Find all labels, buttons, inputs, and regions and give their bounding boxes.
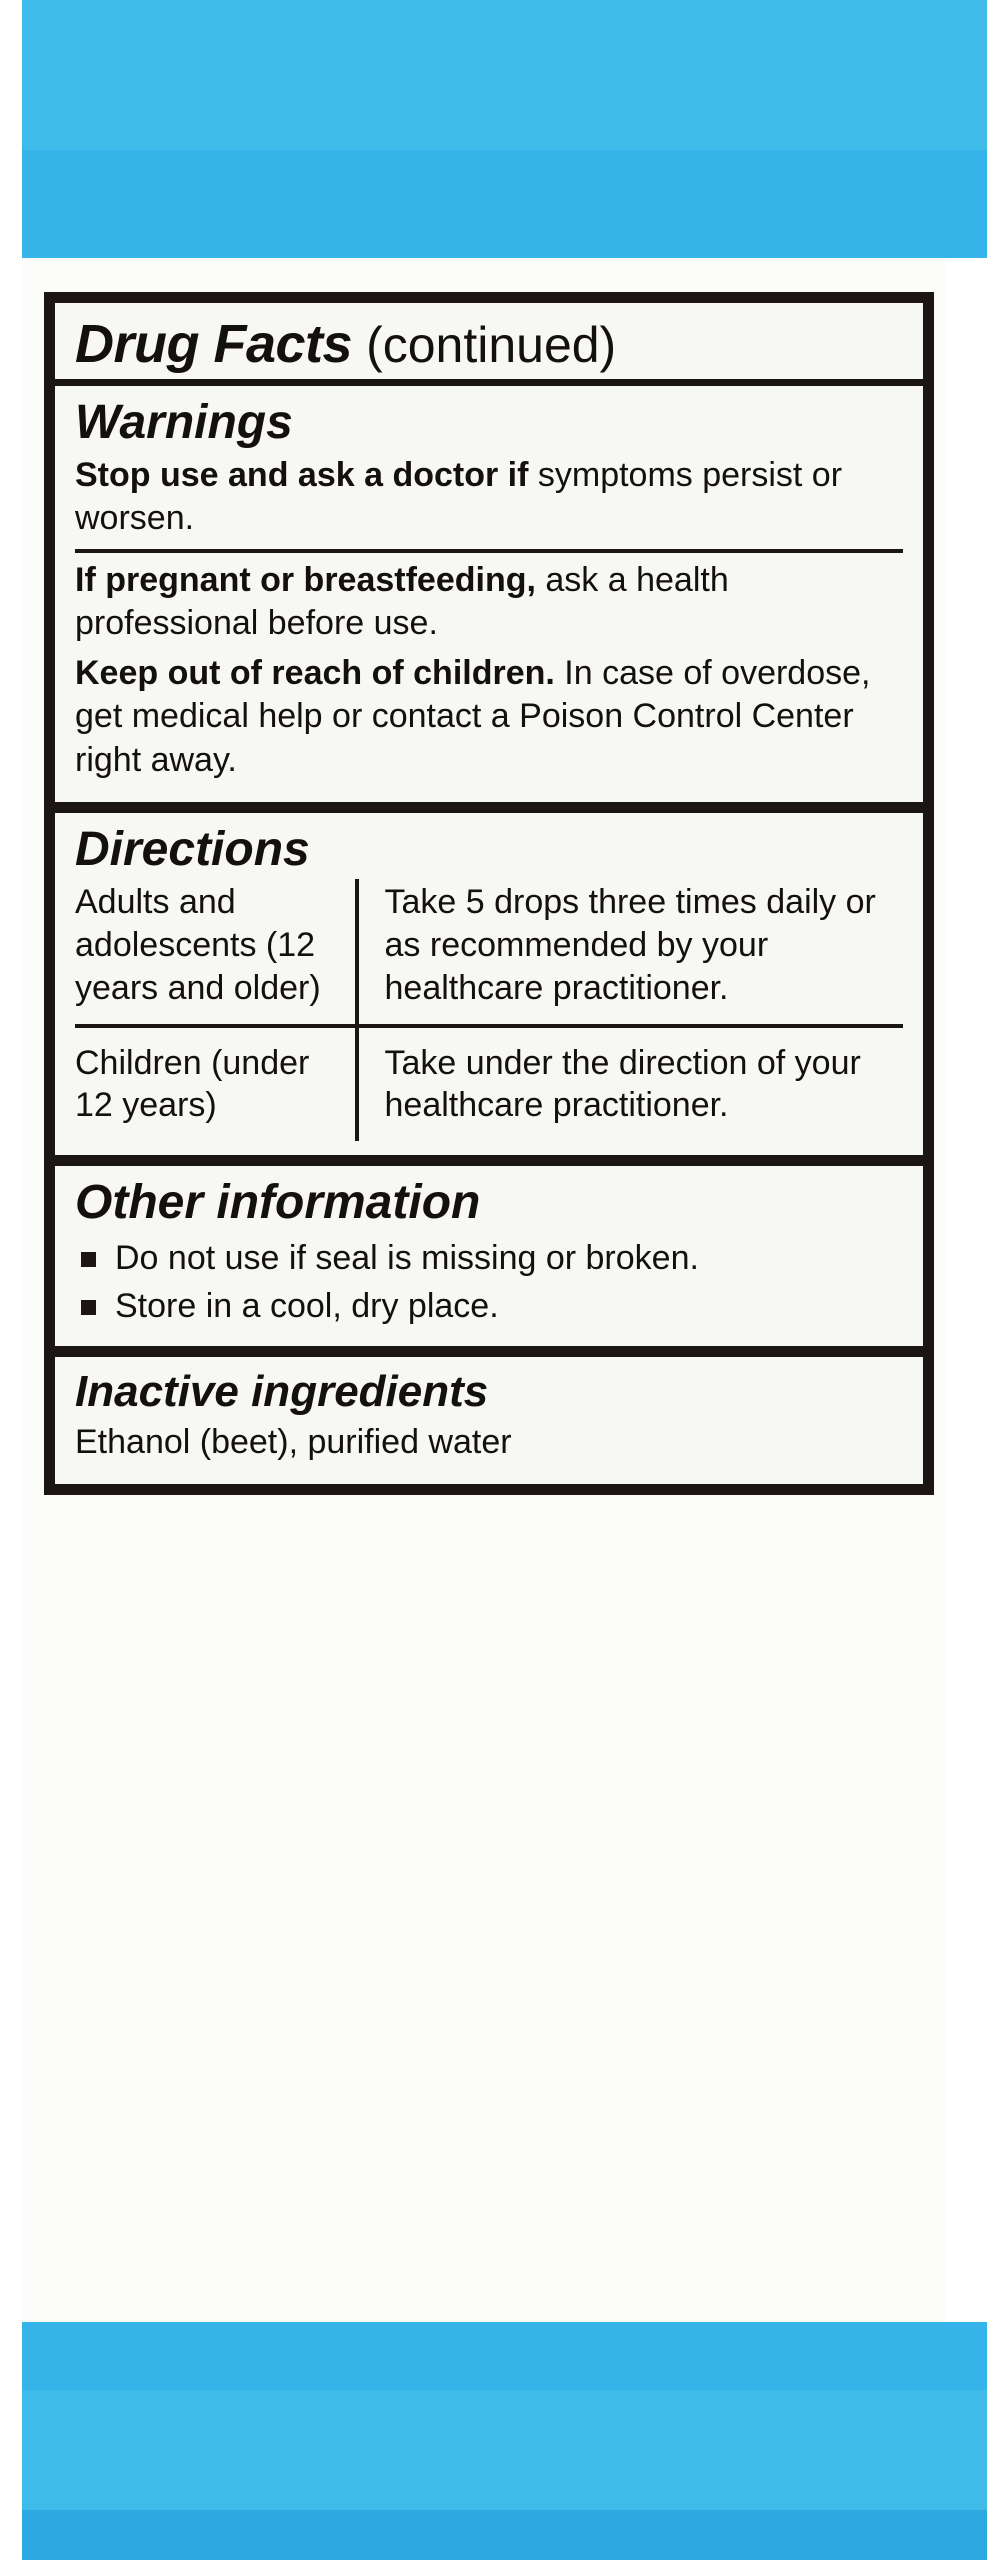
warning-pregnant [75, 559, 903, 646]
directions-table [75, 879, 903, 1141]
list-item: Store in a cool, dry place. [75, 1284, 903, 1328]
warning-pregnant-rest: ask a health professional before use. [75, 560, 729, 643]
warning-keep-out-bold: Keep out of reach of children. [75, 653, 555, 692]
directions-section [55, 813, 923, 1166]
directions-heading: Directions [75, 823, 310, 877]
warning-keep-out [75, 652, 903, 783]
package-top-blue-highlight [22, 0, 987, 150]
warning-stop-use-bold: Stop use and ask a doctor if [75, 455, 529, 494]
other-information-section [55, 1166, 923, 1357]
page-title: Drug Facts [75, 314, 353, 374]
warning-pregnant-bold: If pregnant or breastfeeding, [75, 560, 536, 599]
package-left-edge [0, 0, 22, 2560]
directions-dose-adults: Take 5 drops three times daily or as recommended by your healthcare practitioner. [384, 883, 876, 1007]
list-item: Do not use if seal is missing or broken. [75, 1236, 903, 1280]
warnings-heading: Warnings [75, 396, 293, 449]
warnings-divider [75, 549, 903, 553]
drug-facts-panel [44, 292, 934, 1495]
package-bottom-blue-highlight [22, 2390, 987, 2510]
warning-keep-out-rest: In case of overdose, get medical help or contact a Poison Control Center right away. [75, 653, 871, 779]
warning-stop-use [75, 454, 903, 541]
package-right-edge [945, 258, 987, 2330]
other-information-list [75, 1236, 903, 1328]
drug-facts-title-row [55, 303, 923, 386]
inactive-ingredients-text: Ethanol (beet), purified water [75, 1422, 512, 1461]
directions-group-children: Children (under 12 years) [75, 1026, 357, 1142]
package-bottom-edge [22, 2510, 987, 2560]
inactive-ingredients-heading: Inactive ingredients [75, 1367, 489, 1417]
directions-dose-children: Take under the direction of your healthcare practitioner. [357, 1026, 903, 1142]
table-row [75, 879, 903, 1025]
other-information-heading: Other information [75, 1176, 481, 1230]
page-title-continued: (continued) [366, 317, 617, 373]
warnings-section [55, 386, 923, 813]
inactive-ingredients-section [55, 1357, 923, 1484]
table-row [75, 1026, 903, 1142]
directions-group-adults: Adults and adolescents (12 years and older) [75, 879, 357, 1025]
warning-stop-use-rest: symptoms persist or worsen. [75, 455, 843, 538]
